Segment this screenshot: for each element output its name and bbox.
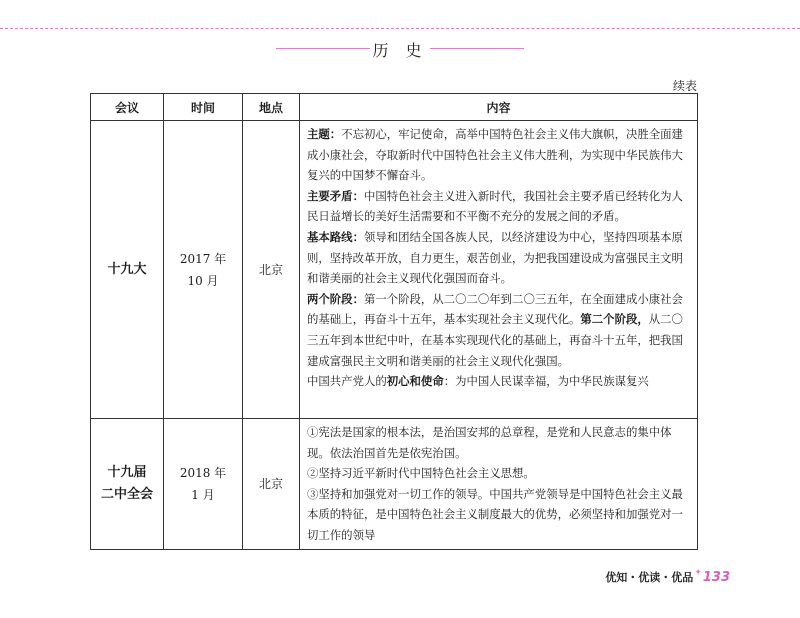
table-row	[91, 419, 698, 550]
header-meeting: 会议	[91, 94, 164, 121]
body-text: ②坚持习近平新时代中国特色社会主义思想。	[307, 466, 535, 481]
time-cell	[164, 419, 243, 550]
header-place: 地点	[243, 94, 300, 121]
body-text: ：为中国人民谋幸福，为中华民族谋复兴	[443, 374, 649, 389]
keyword-text: 基本路线：	[307, 229, 364, 244]
time-cell	[164, 121, 243, 419]
time-line: 2018 年	[179, 465, 227, 480]
subject-title: 历 史	[372, 41, 428, 60]
body-text: 领导和团结全国各族人民，以经济建设为中心，坚持四项基本原则，坚持改革开放，自力更生，艰苦创业，为把我国建设成为富强民主文明和谐美丽的社会主义现代化强国而奋斗。	[307, 229, 683, 286]
content-paragraph	[307, 484, 691, 546]
place-cell: 北京	[243, 419, 300, 550]
content-cell	[300, 121, 698, 419]
keyword-text: 主题：	[307, 127, 342, 141]
content-paragraph	[307, 463, 691, 484]
place-cell: 北京	[243, 121, 300, 419]
body-text: 从二〇三五年到本世纪中叶，在基本实现现代化的基础上，再奋斗十五年，把我国建成富强民主文明和谐美丽的社会主义现代化强国。	[307, 312, 683, 368]
content-paragraph	[307, 371, 691, 392]
content-paragraph	[307, 422, 691, 463]
meeting-name-line: 十九届	[107, 464, 147, 480]
table-row	[91, 121, 698, 419]
header-rule-left	[276, 48, 370, 49]
keyword-text: 第二个阶段，	[580, 312, 649, 327]
page-header	[0, 38, 800, 58]
meeting-cell	[91, 419, 164, 550]
keyword-text: 两个阶段：	[307, 291, 364, 306]
table-header-row	[91, 94, 698, 121]
page-number: 133	[702, 569, 730, 585]
time-line: 1 月	[191, 487, 215, 502]
body-text: ①宪法是国家的根本法，是治国安邦的总章程，是党和人民意志的集中体现。依法治国首先是依宪治国。	[307, 425, 672, 460]
time-line: 2017 年	[179, 251, 227, 266]
content-paragraph	[307, 227, 691, 289]
body-text: 不忘初心，牢记使命，高举中国特色社会主义伟大旗帜，决胜全面建成小康社会，夺取新时代中国特色社会主义伟大胜利，为实现中华民族伟大复兴的中国梦不懈奋斗。	[307, 127, 683, 183]
header-content: 内容	[300, 94, 698, 121]
content-paragraph	[307, 289, 691, 371]
meeting-name-line: 二中全会	[100, 486, 153, 502]
top-dashed-border	[0, 28, 800, 29]
body-text: 中国共产党人的	[307, 374, 387, 389]
page-footer	[605, 567, 730, 587]
header-time: 时间	[164, 94, 243, 121]
body-text: 中国特色社会主义进入新时代，我国社会主要矛盾已经转化为人民日益增长的美好生活需要和不平衡不充分的发展之间的矛盾。	[307, 188, 683, 224]
body-text: ③坚持和加强党对一切工作的领导。中国共产党领导是中国特色社会主义最本质的特征，是中国特色社会主义制度最大的优势，必须坚持和加强党对一切工作的领导	[307, 486, 683, 542]
body-text: 第一个阶段，从二〇二〇年到二〇三五年，在全面建成小康社会的基础上，再奋斗十五年，基本实现社会主义现代化。	[307, 291, 683, 327]
time-line: 10 月	[187, 273, 219, 288]
meeting-name-line: 十九大	[107, 261, 147, 277]
meeting-cell	[91, 121, 164, 419]
content-paragraph	[307, 186, 691, 227]
continued-label: 续表	[672, 79, 697, 93]
keyword-text: 初心和使命	[386, 374, 444, 389]
meetings-table	[90, 93, 698, 550]
star-icon: ✦	[694, 568, 702, 578]
keyword-text: 主要矛盾：	[307, 188, 364, 203]
content-paragraph	[307, 124, 691, 186]
content-cell	[300, 419, 698, 550]
footer-slogan: 优知・优读・优品	[605, 571, 694, 584]
header-rule-right	[430, 48, 524, 49]
